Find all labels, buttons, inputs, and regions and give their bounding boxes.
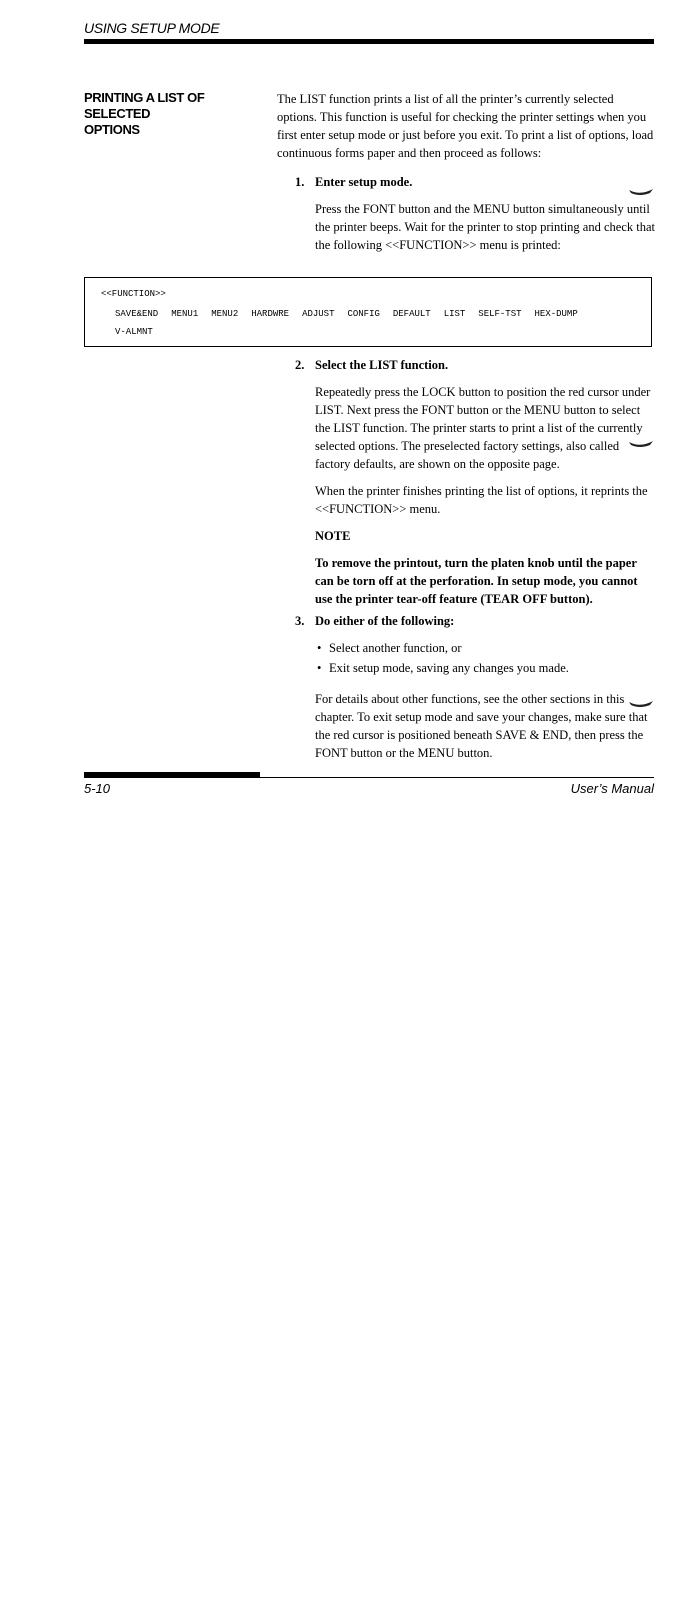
section-heading xyxy=(84,90,269,138)
function-menu-items xyxy=(115,304,578,324)
function-menu-item-valmnt: V-ALMNT xyxy=(115,327,153,337)
step-1-number: 1. xyxy=(295,175,305,189)
step-2-number: 2. xyxy=(295,358,305,372)
menu-item: DEFAULT xyxy=(392,309,431,319)
menu-item: MENU2 xyxy=(211,309,239,319)
menu-item: MENU1 xyxy=(171,309,199,319)
step-1-title: Enter setup mode. xyxy=(315,175,413,189)
section-heading-line2: OPTIONS xyxy=(84,122,140,137)
page-margin-mark-icon xyxy=(628,188,654,198)
step-2 xyxy=(295,356,655,617)
menu-item: SAVE&END xyxy=(115,309,159,319)
step-1 xyxy=(295,173,655,263)
footer-rule xyxy=(84,777,654,778)
list-item: • Exit setup mode, saving any changes you made. xyxy=(315,658,655,678)
menu-item: ADJUST xyxy=(302,309,335,319)
menu-item: SELF-TST xyxy=(478,309,522,319)
step-2-body-2: When the printer finishes printing the list of options, it reprints the <<FUNCTION>> menu. xyxy=(315,484,648,516)
step-2-title: Select the LIST function. xyxy=(315,358,449,372)
page-number: 5-10 xyxy=(84,781,111,796)
step-2-body-1: Repeatedly press the LOCK button to position the red cursor under LIST. Next press the FONT button or the MENU button to select the LIST function. The printer starts to print a list of the currently selected options. The preselected factory settings, also called factory defaults, are shown on the opposite page. xyxy=(315,385,651,471)
intro-paragraph: The LIST function prints a list of all the printer’s currently selected options. This function is useful for checking the printer settings when you first enter setup mode or just before you exit. To print a list of options, load continuous forms paper and then proceed as follows: xyxy=(277,92,654,160)
note-text: To remove the printout, turn the platen knob until the paper can be torn off at the perforation. In setup mode, you cannot use the printer tear-off feature (TEAR OFF button). xyxy=(315,556,638,606)
menu-item: HARDWRE xyxy=(251,309,290,319)
menu-item: CONFIG xyxy=(347,309,380,319)
function-menu-printout xyxy=(84,277,652,347)
step-2-heading xyxy=(295,356,655,374)
running-header: USING SETUP MODE xyxy=(84,20,220,36)
step-3-title: Do either of the following: xyxy=(315,614,455,628)
manual-title: User’s Manual xyxy=(570,781,654,796)
menu-item: HEX-DUMP xyxy=(534,309,578,319)
header-rule xyxy=(84,39,654,44)
function-menu-title: <<FUNCTION>> xyxy=(101,289,166,299)
section-heading-line1: PRINTING A LIST OF SELECTED xyxy=(84,90,205,121)
menu-item: LIST xyxy=(443,309,466,319)
step-1-body: Press the FONT button and the MENU button simultaneously until the printer beeps. Wait for the printer to stop printing and check that the following <<FUNCTION>> menu is printed: xyxy=(315,202,655,252)
step-1-heading xyxy=(295,173,655,191)
step-3-number: 3. xyxy=(295,614,305,628)
list-item: • Select another function, or xyxy=(315,638,655,658)
page-margin-mark-icon xyxy=(628,700,654,710)
step-3 xyxy=(295,612,655,771)
note-label: NOTE xyxy=(315,529,351,543)
page-margin-mark-icon xyxy=(628,440,654,450)
step-3-heading xyxy=(295,612,655,630)
step-3-body: For details about other functions, see the other sections in this chapter. To exit setup mode and save your changes, make sure that the red cursor is positioned beneath SAVE & END, then press the FONT button or the MENU button. xyxy=(315,692,648,760)
step-3-options xyxy=(315,638,655,678)
